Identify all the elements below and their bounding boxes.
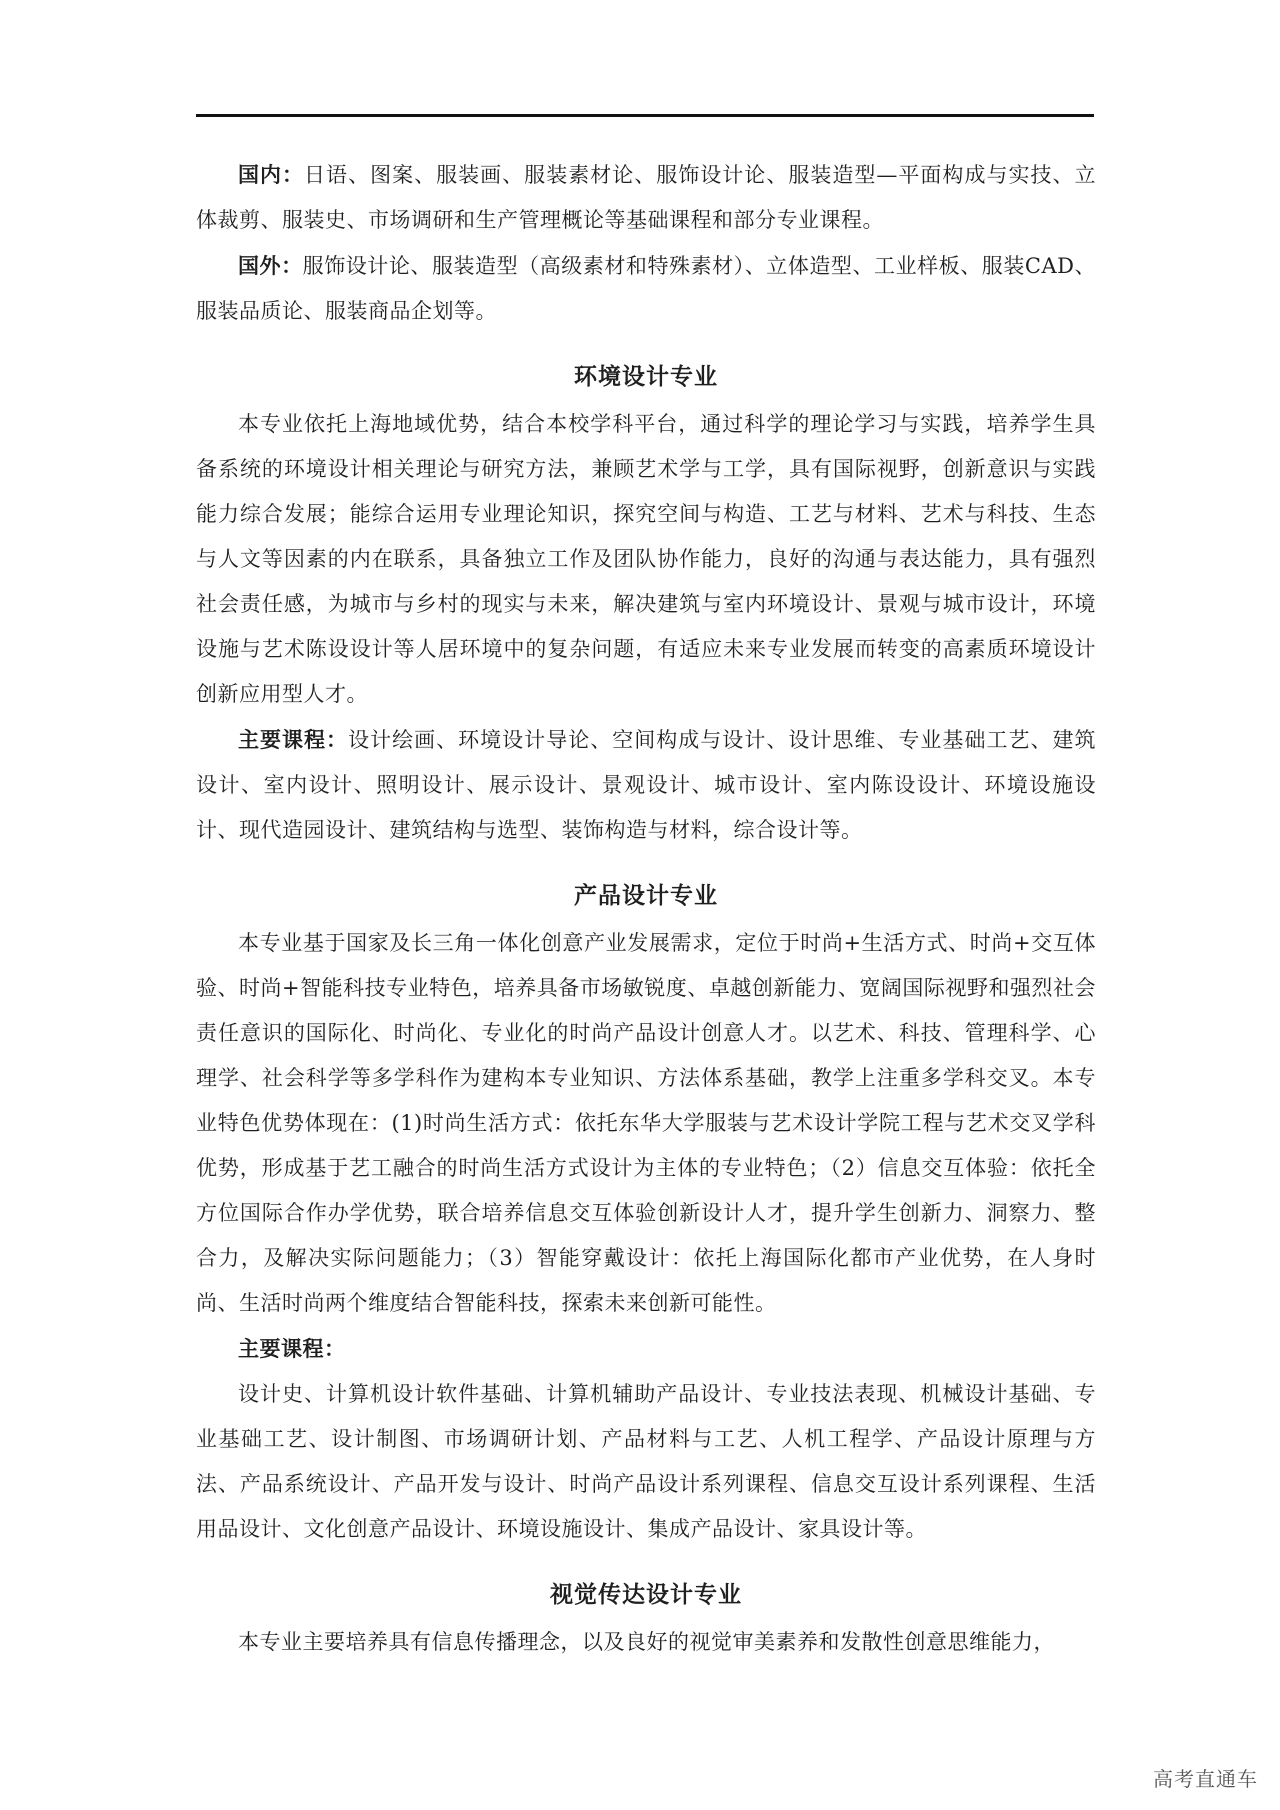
product-design-courses-label-line [196, 1326, 1096, 1372]
section-title-environment-design: 环境设计专业 [574, 363, 718, 390]
product-design-intro: 本专业基于国家及长三角一体化创意产业发展需求，定位于时尚+生活方式、时尚+交互体验、时尚+智能科技专业特色，培养具备市场敏锐度、卓越创新能力、宽阔国际视野和强烈社会责任意识的国际化、时尚化、专业化的时尚产品设计创意人才。以艺术、科技、管理科学、心理学、社会科学等多学科作为建构本专业知识、方法体系基础，教学上注重多学科交叉。本专业特色优势体现在：(1)时尚生活方式：依托东华大学服装与艺术设计学院工程与艺术交叉学科优势，形成基于艺工融合的时尚生活方式设计为主体的专业特色；（2）信息交互体验：依托全方位国际合作办学优势，联合培养信息交互体验创新设计人才，提升学生创新力、洞察力、整合力，及解决实际问题能力；（3）智能穿戴设计：依托上海国际化都市产业优势，在人身时尚、生活时尚两个维度结合智能科技，探索未来创新可能性。 [196, 931, 1096, 1315]
environment-design-courses [196, 717, 1096, 853]
foreign-label: 国外： [238, 253, 303, 278]
visual-communication-intro: 本专业主要培养具有信息传播理念，以及良好的视觉审美素养和发散性创意思维能力， [238, 1630, 1055, 1654]
product-design-courses-text: 设计史、计算机设计软件基础、计算机辅助产品设计、专业技法表现、机械设计基础、专业基础工艺、设计制图、市场调研计划、产品材料与工艺、人机工程学、产品设计原理与方法、产品系统设计、产品开发与设计、时尚产品设计系列课程、信息交互设计系列课程、生活用品设计、文化创意产品设计、环境设施设计、集成产品设计、家具设计等。 [196, 1382, 1096, 1541]
domestic-courses-paragraph [196, 152, 1096, 243]
foreign-courses-paragraph [196, 243, 1096, 334]
domestic-label: 国内： [238, 162, 305, 187]
environment-design-intro: 本专业依托上海地域优势，结合本校学科平台，通过科学的理论学习与实践，培养学生具备系统的环境设计相关理论与研究方法，兼顾艺术学与工学，具有国际视野，创新意识与实践能力综合发展；能综合运用专业理论知识，探究空间与构造、工艺与材料、艺术与科技、生态与人文等因素的内在联系，具备独立工作及团队协作能力，良好的沟通与表达能力，具有强烈社会责任感，为城市与乡村的现实与未来，解决建筑与室内环境设计、景观与城市设计，环境设施与艺术陈设设计等人居环境中的复杂问题，有适应未来专业发展而转变的高素质环境设计创新应用型人才。 [196, 412, 1096, 706]
environment-courses-label: 主要课程： [238, 727, 349, 752]
section-title-visual-communication-design: 视觉传达设计专业 [550, 1581, 742, 1608]
section-title-product-design: 产品设计专业 [574, 882, 718, 909]
domestic-text: 日语、图案、服装画、服装素材论、服饰设计论、服装造型—平面构成与实技、立体裁剪、服装史、市场调研和生产管理概论等基础课程和部分专业课程。 [196, 163, 1097, 232]
document-body [196, 152, 1096, 1665]
product-courses-label: 主要课程： [238, 1336, 346, 1361]
foreign-text: 服饰设计论、服装造型（高级素材和特殊素材）、立体造型、工业样板、服装CAD、服装品质论、服装商品企划等。 [196, 254, 1096, 323]
header-rule [196, 114, 1094, 117]
watermark-text: 高考直通车 [1153, 1767, 1258, 1791]
environment-courses-text: 设计绘画、环境设计导论、空间构成与设计、设计思维、专业基础工艺、建筑设计、室内设计、照明设计、展示设计、景观设计、城市设计、室内陈设设计、环境设施设计、现代造园设计、建筑结构与选型、装饰构造与材料，综合设计等。 [196, 728, 1097, 842]
